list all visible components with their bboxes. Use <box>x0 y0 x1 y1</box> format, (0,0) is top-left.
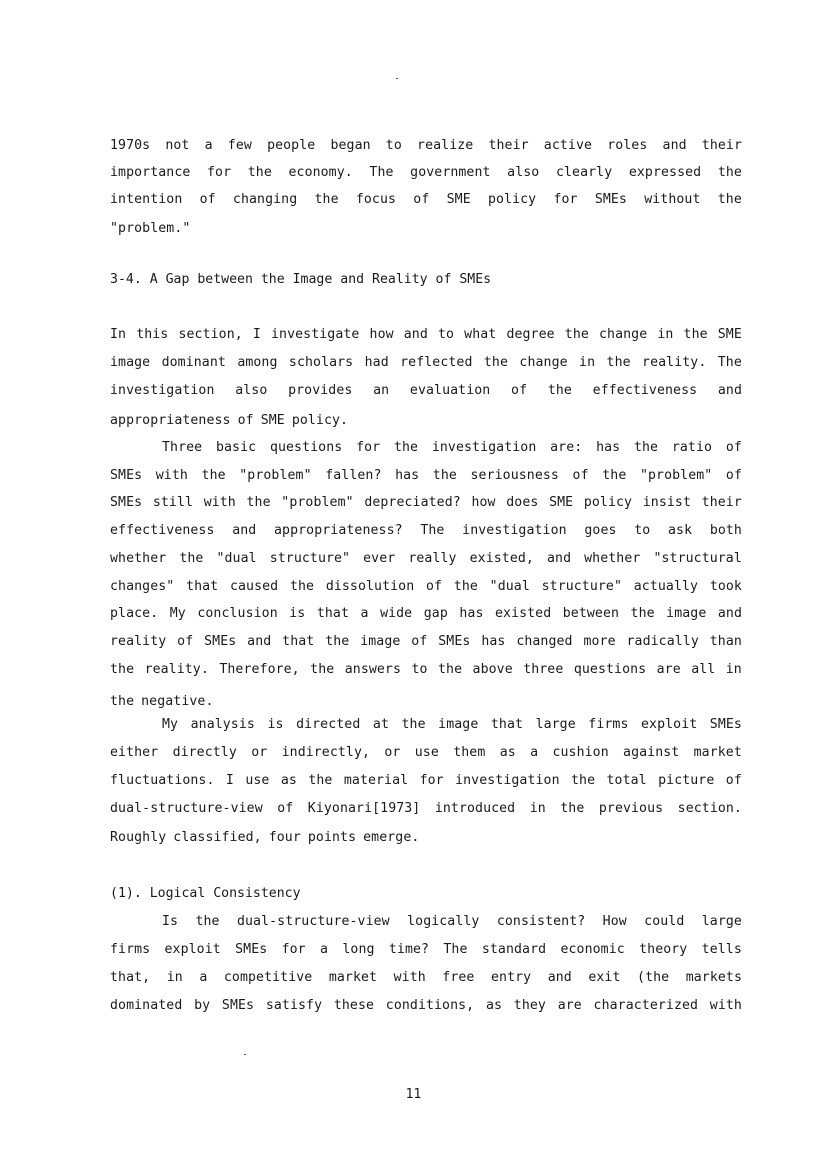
scan-speck <box>244 1054 246 1055</box>
text-line: either directly or indirectly, or use them as a cushion against market <box>110 745 742 760</box>
text-line: Three basic questions for the investigation are: has the ratio of <box>162 440 742 455</box>
subsection-heading: (1). Logical Consistency <box>110 886 301 901</box>
text-line: My analysis is directed at the image that large firms exploit SMEs <box>162 717 742 732</box>
text-line: the negative. <box>110 694 214 709</box>
scan-speck <box>396 78 398 79</box>
text-line: the reality. Therefore, the answers to the above three questions are all in <box>110 662 742 677</box>
text-line: whether the "dual structure" ever really existed, and whether "structural <box>110 551 742 566</box>
text-line: that, in a competitive market with free entry and exit (the markets <box>110 970 742 985</box>
text-line: investigation also provides an evaluation of the effectiveness and <box>110 383 742 398</box>
text-line: Is the dual-structure-view logically consistent? How could large <box>162 914 742 929</box>
text-line: dual-structure-view of Kiyonari[1973] introduced in the previous section. <box>110 801 742 816</box>
text-line: importance for the economy. The government also clearly expressed the <box>110 165 742 180</box>
text-line: intention of changing the focus of SME policy for SMEs without the <box>110 192 742 207</box>
text-line: changes" that caused the dissolution of the "dual structure" actually took <box>110 579 742 594</box>
text-line: SMEs still with the "problem" depreciated? how does SME policy insist their <box>110 495 742 510</box>
text-line: reality of SMEs and that the image of SMEs has changed more radically than <box>110 634 742 649</box>
text-line: "problem." <box>110 221 191 236</box>
text-line: place. My conclusion is that a wide gap has existed between the image and <box>110 606 742 621</box>
text-line: appropriateness of SME policy. <box>110 413 349 428</box>
text-line: SMEs with the "problem" fallen? has the seriousness of the "problem" of <box>110 468 742 483</box>
text-line: effectiveness and appropriateness? The investigation goes to ask both <box>110 523 742 538</box>
text-line: image dominant among scholars had reflected the change in the reality. The <box>110 355 742 370</box>
text-line: fluctuations. I use as the material for investigation the total picture of <box>110 773 742 788</box>
text-line: dominated by SMEs satisfy these conditions, as they are characterized with <box>110 998 742 1013</box>
text-line: Roughly classified, four points emerge. <box>110 830 420 845</box>
section-heading: 3-4. A Gap between the Image and Reality of SMEs <box>110 272 492 287</box>
text-line: firms exploit SMEs for a long time? The standard economic theory tells <box>110 942 742 957</box>
text-line: In this section, I investigate how and to what degree the change in the SME <box>110 327 742 342</box>
page-number: 11 <box>405 1087 422 1102</box>
text-line: 1970s not a few people began to realize their active roles and their <box>110 138 742 153</box>
